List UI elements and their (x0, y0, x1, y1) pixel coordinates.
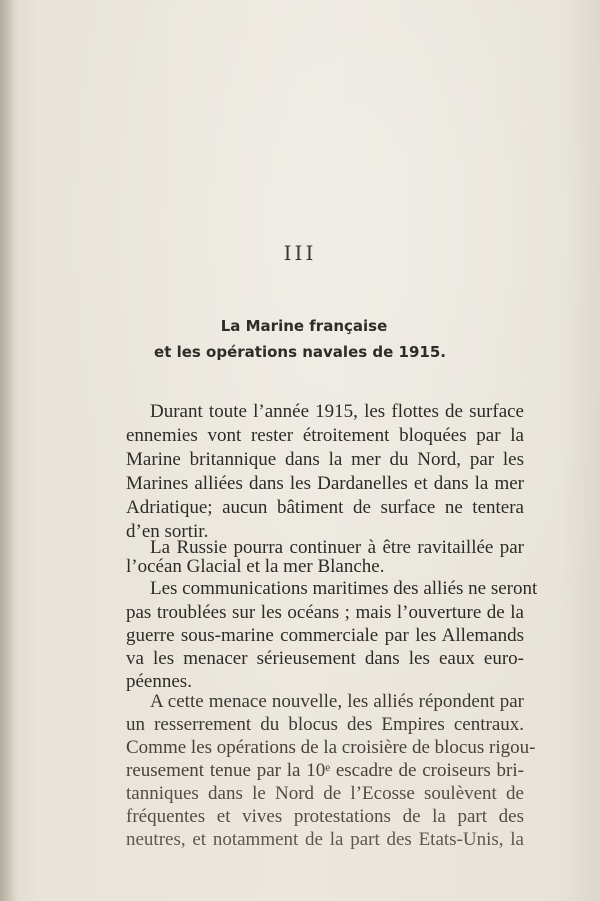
body-line: d’en sortir. (126, 521, 209, 542)
body-line: Les communications maritimes des alliés ne seront (150, 578, 538, 599)
body-line: un resserrement du blocus des Empires centraux. (126, 714, 524, 735)
body-line: neutres, et notamment de la part des Etats-Unis, la (126, 829, 524, 850)
body-line: guerre sous-marine commerciale par les Allemands (126, 625, 524, 646)
body-line: Durant toute l’année 1915, les flottes de surface (150, 401, 524, 422)
body-line: Marines alliées dans les Dardanelles et dans la mer (126, 473, 524, 494)
body-line: l’océan Glacial et la mer Blanche. (126, 556, 385, 577)
chapter-title-line-2: et les opérations navales de 1915. (154, 343, 446, 361)
body-line: A cette menace nouvelle, les alliés répondent par (150, 691, 524, 712)
body-line: fréquentes et vives protestations de la part des (126, 806, 524, 827)
body-line: Comme les opérations de la croisière de blocus rigou- (126, 737, 536, 758)
chapter-title-line-1: La Marine française (220, 317, 388, 335)
body-line: péennes. (126, 671, 192, 692)
body-line: La Russie pourra continuer à être ravitaillée par (150, 537, 524, 558)
body-line: pas troublées sur les océans ; mais l’ouverture de la (126, 602, 524, 623)
body-line: va les menacer sérieusement dans les eaux euro- (126, 648, 524, 669)
binding-shadow (0, 0, 18, 901)
body-line: ennemies vont rester étroitement bloquées par la (126, 425, 524, 446)
body-line: reusement tenue par la 10ᵉ escadre de croiseurs bri- (126, 760, 524, 781)
chapter-number: III (283, 241, 317, 265)
body-line: tanniques dans le Nord de l’Ecosse soulèvent de (126, 783, 524, 804)
body-line: Marine britannique dans la mer du Nord, par les (126, 449, 524, 470)
body-line: Adriatique; aucun bâtiment de surface ne tentera (126, 497, 524, 518)
